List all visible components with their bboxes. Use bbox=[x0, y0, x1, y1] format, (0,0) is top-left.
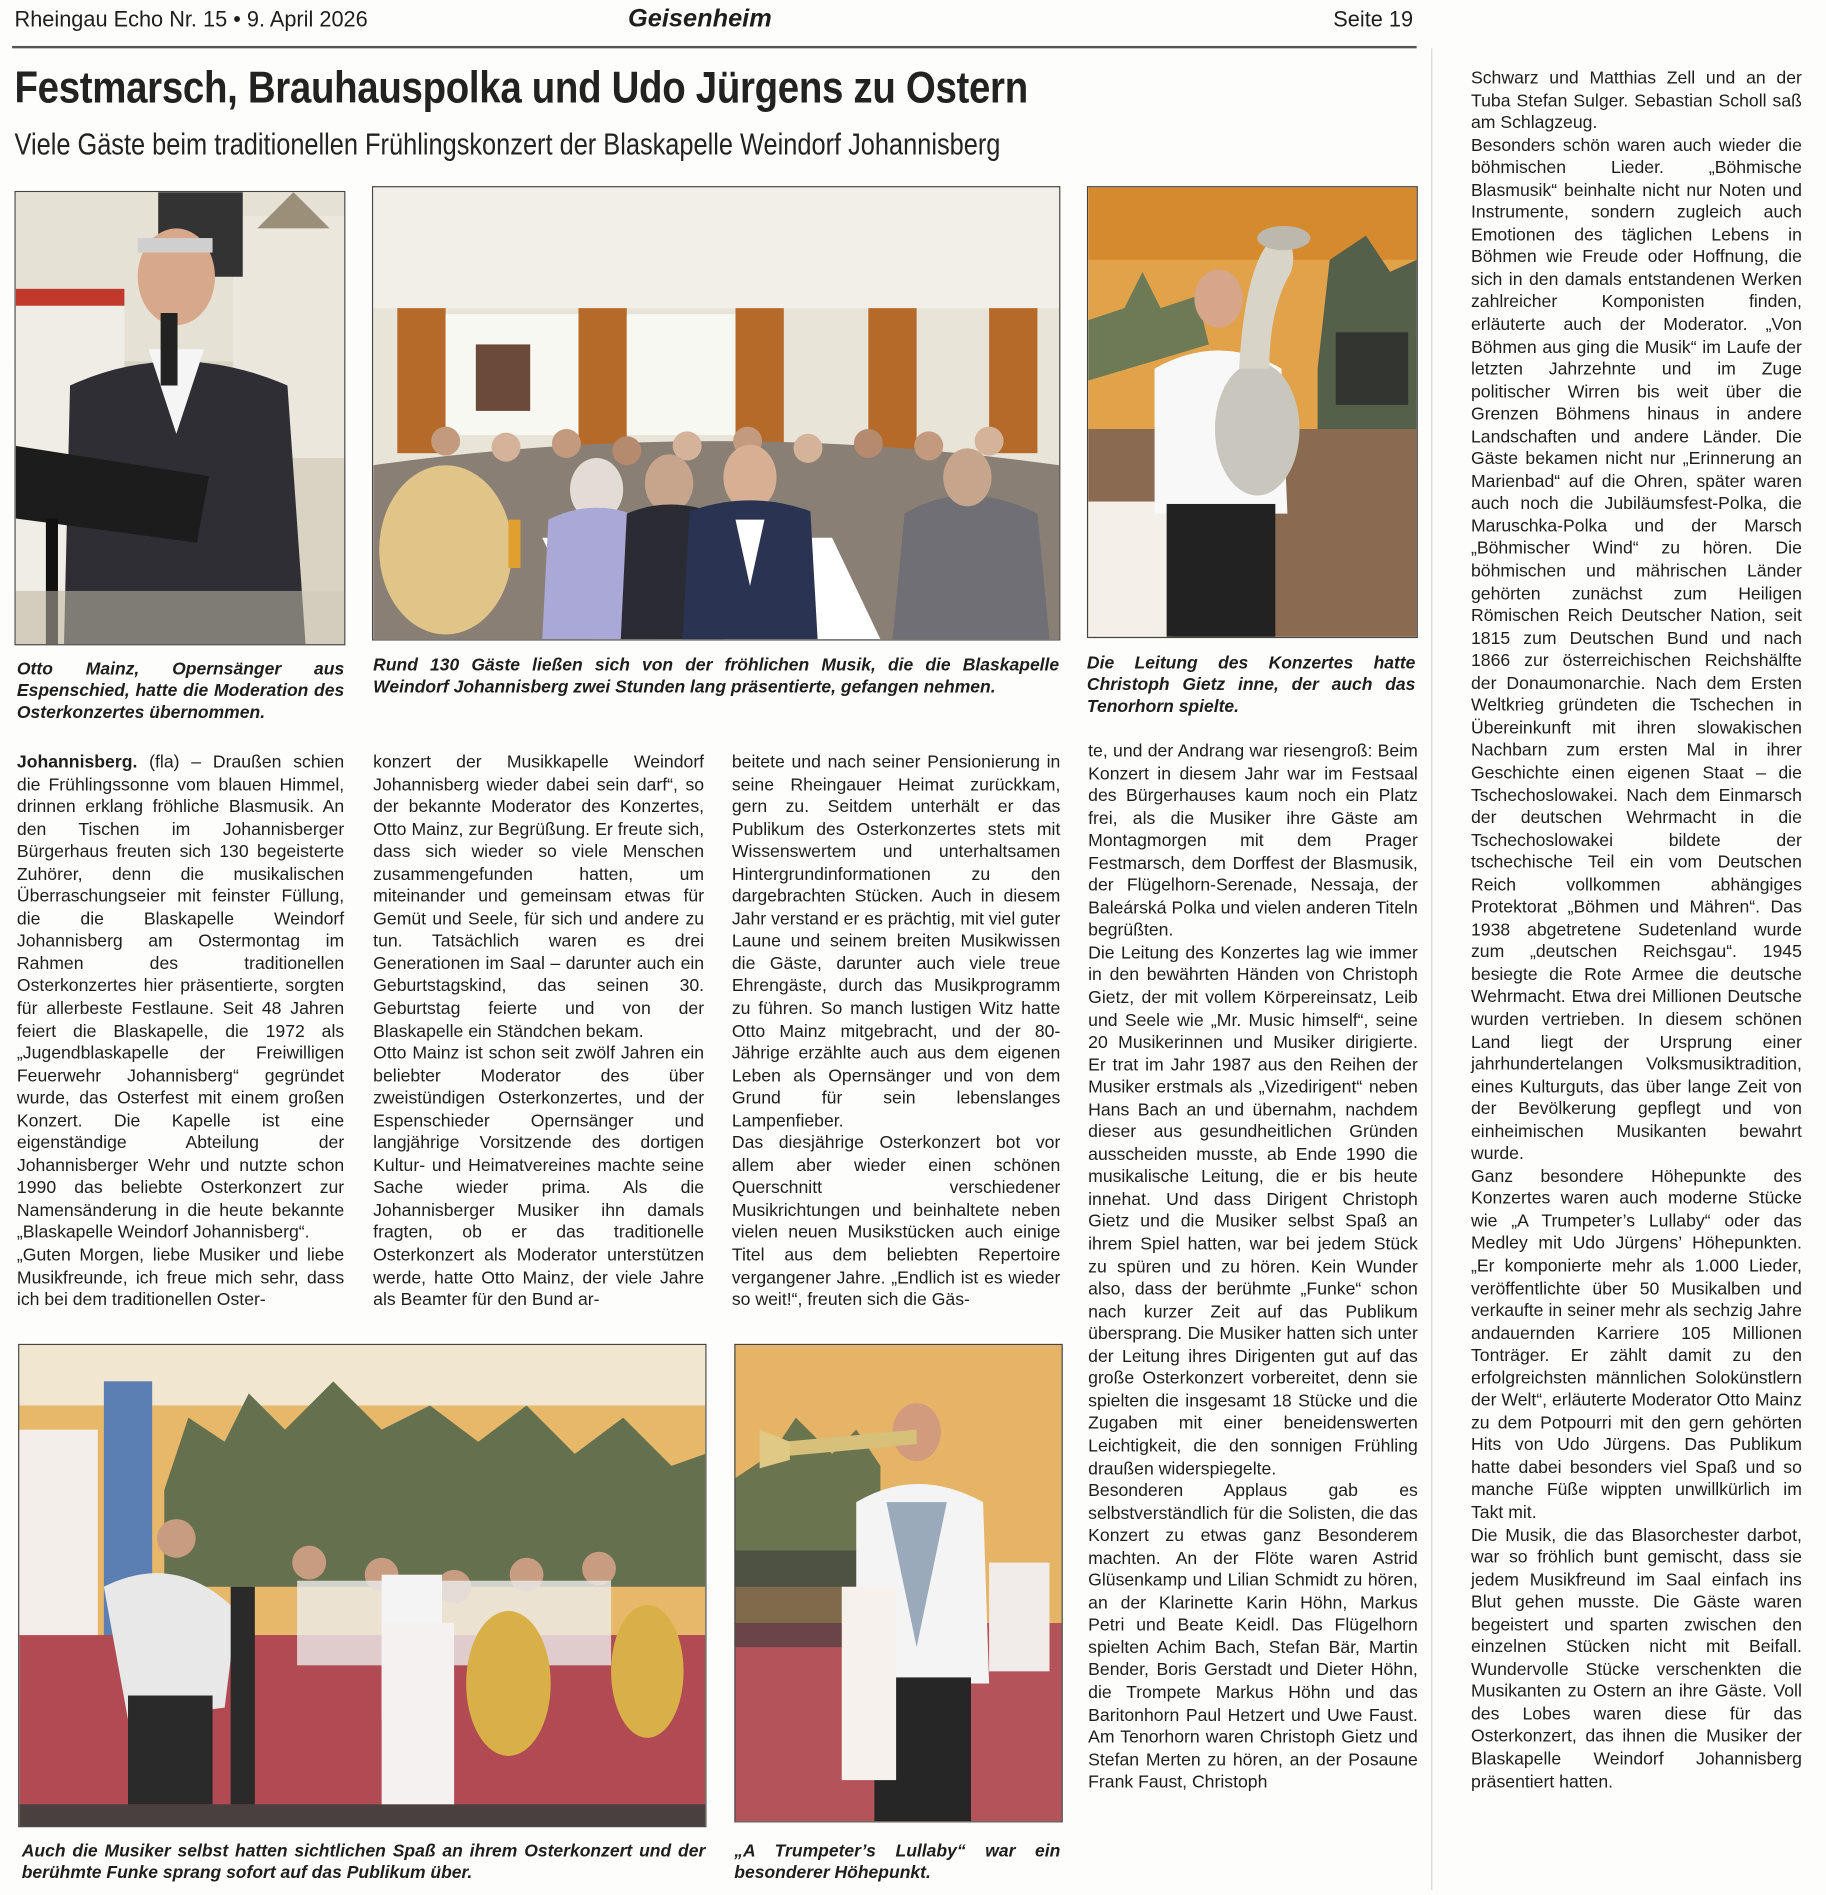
caption-photo-moderator: Otto Mainz, Opernsänger aus Espenschied, hatte die Moderation des Osterkonzertes übernommen. bbox=[16, 659, 345, 723]
column-2-paragraph-1: konzert der Musikkapelle Weindorf Johannisberg wieder dabei sein darf“, so der bekannte Moderator des Konzertes, Otto Mainz, zur Begrüßung. Er freute sich, dass sich wieder so viele Menschen zusammengefunden hatten, um miteinander und gemeinsam etwas für Gemüt und Seele, für sich und andere zu tun. Tatsächlich waren es drei Generationen im Saal – darunter auch ein Geburtstagskind, das seinen 30. Geburtstag feierte und von der Blaskapelle ein Ständchen bekam. bbox=[373, 752, 705, 1042]
caption-photo-trumpeter: „A Trumpeter’s Lullaby“ war ein besonderer Höhepunkt. bbox=[734, 1841, 1061, 1883]
caption-photo-conductor: Die Leitung des Konzertes hatte Christoph Gietz inne, der auch das Tenorhorn spielte. bbox=[1086, 653, 1416, 717]
column-4-paragraph-2: Die Leitung des Konzertes lag wie immer in den bewährten Händen von Christoph Gietz, der mit vollem Körpereinsatz, Leib und Seele wie „Mr. Music himself“, seine 20 Musikerinnen und Musiker dirigierte. Er trat im Jahr 1987 aus den Reihen der Musiker erstmals als „Vizedirigent“ neben Hans Bach an und übernahm, nachdem dieser aus gesundheitlichen Gründen ausscheiden musste, ab Ende 1990 die musikalische Leitung, die er bis heute innehat. Und dass Dirigent Christoph Gietz und die Musiker selbst Spaß an ihrem Spiel hatten, war bei jedem Stück zu spüren und zu hören. Kein Wunder also, dass der berühmte „Funke“ schon nach kurzer Zeit auf das Publikum übersprang. Die Musiker hatten sich unter der Leitung ihres Dirigenten gut auf das große Osterkonzert vorbereitet, denn sie spielten die insgesamt 18 Stücke und die Zugaben mit einer beneidenswerten Leichtigkeit, die den sonnigen Frühling draußen widerspiegelte. bbox=[1088, 943, 1418, 1479]
column-5-paragraph-4: Die Musik, die das Blasorchester darbot, war so fröhlich bunt gemischt, dass sie jedem Musikfreund im Saal einfach ins Blut gehen musste. Die Gäste waren begeistert und sparten zwischen den einzelnen Stücken nicht mit Beifall. Wundervolle Stücke verschenkten die Musikanten zu Ostern an ihre Gäste. Voll des Lobes waren diese für das Osterkonzert, das ihnen die Musiker der Blaskapelle Weindorf Johannisberg präsentiert hatten. bbox=[1470, 1525, 1802, 1792]
column-divider bbox=[1431, 48, 1432, 1890]
header-page-number: Seite 19 bbox=[1333, 7, 1414, 32]
column-5-paragraph-2: Besonders schön waren auch wieder die böhmischen Lieder. „Böhmische Blasmusik“ beinhalte nicht nur Noten und Instrumente, sondern zugleich auch Emotionen des täglichen Lebens in Böhmen wie Freude oder Hoffnung, die sich in den damals entstandenen Werken zahlreicher Komponisten finden, erläuterte auch der Moderator. „Von Böhmen aus ging die Musik“ im Laufe der letzten Jahrzehnte und im Zuge politischer Wirren bis weit über die Grenzen Böhmens hinaus in andere Landschaften und andere Länder. Die Gäste bekamen nicht nur „Erinnerung an Marienbad“ auf die Ohren, später waren auch noch die Jubiläumsfest-Polka, die Maruschka-Polka und der Marsch „Böhmischer Wind“ zu hören. Die böhmischen und mährischen Länder gehörten zunächst zum Heiligen Römischen Reich Deutscher Nation, seit 1815 zum Deutschen Bund und nach 1866 zur österreichischen Reichshälfte der Donaumonarchie. Nach dem Ersten Weltkrieg gründeten die Tschechen in Übereinkunft mit ihren slowakischen Nachbarn zum ersten Mal in ihrer Geschichte einen eigenen Staat – die Tschechoslowakei. Nach dem Einmarsch der deutschen Wehrmacht in die Tschechoslowakei bildete der tschechische Teil ein vom Deutschen Reich vollkommen abhängiges Protektorat „Böhmen und Mähren“. Das 1938 abgetretene Sudetenland wurde zum „deutschen Reichsgau“. 1945 besiegte die Rote Armee die deutsche Wehrmacht. Etwa drei Millionen Deutsche wurden vertrieben. In diesem schönen Land liegt der Ursprung einer jahrhundertelangen Volksmusiktradition, eines Kulturguts, das über lange Zeit von der Bevölkerung gepflegt und von einheimischen Musikanten bewahrt wurde. bbox=[1470, 136, 1802, 1165]
column-5 bbox=[1471, 68, 1802, 1794]
column-2-paragraph-2: Otto Mainz ist schon seit zwölf Jahren ein beliebter Moderator des über zweistündigen Osterkonzertes, und der Espenschieder Opernsänger und langjährige Vorsitzende des dortigen Kultur- und Heimatvereines machte seine Sache wieder prima. Als die Johannisberger Musiker ihn damals fragten, ob er das traditionelle Osterkonzert als Moderator unterstützen werde, hatte Otto Mainz, der viele Jahre als Beamter für den Bund ar- bbox=[373, 1044, 705, 1311]
column-4 bbox=[1088, 741, 1418, 1794]
article-headline: Festmarsch, Brauhauspolka und Udo Jürgens zu Ostern bbox=[14, 62, 1028, 113]
photo-trumpeter bbox=[734, 1344, 1062, 1823]
header-rule bbox=[12, 46, 1417, 48]
column-5-paragraph-1: Schwarz und Matthias Zell und an der Tuba Stefan Sulger. Sebastian Scholl saß am Schlagzeug. bbox=[1470, 68, 1802, 134]
column-3 bbox=[732, 752, 1060, 1312]
column-3-paragraph-2: Das diesjährige Osterkonzert bot vor allem aber wieder einen schönen Querschnitt verschiedener Musikrichtungen und beinhaltete neben vielen neuen Musikstücken auch einige Titel aus dem beliebten Repertoire vergangener Jahre. „Endlich ist es wieder so weit!“, freuten sich die Gäs- bbox=[731, 1133, 1061, 1311]
header-issue: Rheingau Echo Nr. 15 • 9. April 2026 bbox=[14, 7, 368, 32]
column-1 bbox=[17, 752, 344, 1312]
article-dateline: Johannisberg. bbox=[16, 752, 138, 773]
header-section: Geisenheim bbox=[628, 4, 772, 33]
caption-photo-orchestra: Auch die Musiker selbst hatten sichtlichen Spaß an ihrem Osterkonzert und der berühmte Funke sprang sofort auf das Publikum über. bbox=[21, 1841, 706, 1883]
photo-conductor-tenorhorn bbox=[1087, 186, 1418, 638]
photo-orchestra bbox=[18, 1344, 706, 1827]
column-1-paragraph-1: Johannisberg. (fla) – Draußen schien die Frühlingssonne vom blauen Himmel, drinnen erklang fröhliche Blasmusik. An den Tischen im Johannisberger Bürgerhaus freuten sich 130 begeisterte Zuhörer, denn die musikalischen Überraschungseier mit feinster Füllung, die die Blaskapelle Weindorf Johannisberg am Ostermontag im Rahmen des traditionellen Osterkonzertes hier präsentierte, sorgten für allerbeste Festlaune. Seit 48 Jahren feiert die Blaskapelle, die 1972 als „Jugendblaskapelle der Freiwilligen Feuerwehr Johannisberg“ gegründet wurde, das Osterfest mit einem großen Konzert. Die Kapelle ist eine eigenständige Abteilung der Johannisberger Wehr und nutzte schon 1990 das beliebte Osterkonzert zur Namensänderung in die heute bekannte „Blaskapelle Weindorf Johannisberg“. bbox=[16, 752, 345, 1243]
article-author: (fla) bbox=[149, 752, 180, 773]
photo-moderator bbox=[14, 191, 345, 645]
caption-photo-audience: Rund 130 Gäste ließen sich von der fröhlichen Musik, die die Blaskapelle Weindorf Johannisberg zwei Stunden lang präsentierte, gefangen nehmen. bbox=[373, 656, 1060, 698]
column-3-paragraph-1: beitete und nach seiner Pensionierung in seine Rheingauer Heimat zurückkam, gern zu. Seitdem unterhält er das Publikum des Osterkonzertes stets mit Wissenswertem und unterhaltsamen Hintergrundinformationen zu den dargebrachten Stücken. Auch in diesem Jahr verstand er es prächtig, mit viel guter Laune und seinem breiten Musikwissen die Gäste, darunter auch viele treue Ehrengäste, durch das Musikprogramm zu führen. So manch lustigen Witz hatte Otto Mainz mitgebracht, und der 80-Jährige erzählte auch aus dem eigenen Leben als Opernsänger und von dem Grund für sein lebenslanges Lampenfieber. bbox=[731, 752, 1061, 1131]
column-4-paragraph-3: Besonderen Applaus gab es selbstverständlich für die Solisten, die das Konzert zu etwas ganz Besonderem machten. An der Flöte waren Astrid Glüsenkamp und Lilian Schmidt zu hören, an der Klarinette Karin Höhn, Markus Petri und Beate Keidl. Das Flügelhorn spielten Achim Bach, Stefan Bär, Martin Bender, Boris Gerstadt und Dieter Höhn, die Trompete Markus Höhn und das Baritonhorn Paul Hetzert und Uwe Faust. Am Tenorhorn waren Christoph Gietz und Stefan Merten zu hören, an der Posaune Frank Faust, Christoph bbox=[1088, 1481, 1418, 1793]
column-4-paragraph-1: te, und der Andrang war riesengroß: Beim Konzert in diesem Jahr war im Festsaal des Bürgerhauses kaum noch ein Platz frei, als die Musiker ihre Gäste am Montagmorgen mit dem Prager Festmarsch, dem Dorffest der Blasmusik, der Flügelhorn-Serenade, Nessaja, der Baleárská Polka und vielen anderen Titeln begrüßten. bbox=[1088, 742, 1418, 941]
column-2 bbox=[373, 752, 704, 1312]
photo-audience bbox=[372, 186, 1060, 640]
article-subheadline: Viele Gäste beim traditionellen Frühlingskonzert der Blaskapelle Weindorf Johannisberg bbox=[14, 128, 1001, 162]
column-5-paragraph-3: Ganz besondere Höhepunkte des Konzertes waren auch moderne Stücke wie „A Trumpeter’s Lullaby“ oder das Medley mit Udo Jürgens’ Höhepunkten. „Er komponierte mehr als 1.000 Lieder, veröffentlichte über 50 Musikalben und verkaufte in seiner mehr als sechzig Jahre andauernden Karriere 105 Millionen Tonträger. Er zählt damit zu den erfolgreichsten männlichen Solokünstlern der Welt“, erläuterte Moderator Otto Mainz zu dem Potpourri mit den gern gehörten Hits von Udo Jürgens. Das Publikum hatte dabei besonders viel Spaß und so manche Füße wippten unwillkürlich im Takt mit. bbox=[1470, 1167, 1802, 1523]
column-1-paragraph-2: „Guten Morgen, liebe Musiker und liebe Musikfreunde, ich freue mich sehr, dass ich bei dem traditionellen Oster- bbox=[16, 1246, 345, 1311]
